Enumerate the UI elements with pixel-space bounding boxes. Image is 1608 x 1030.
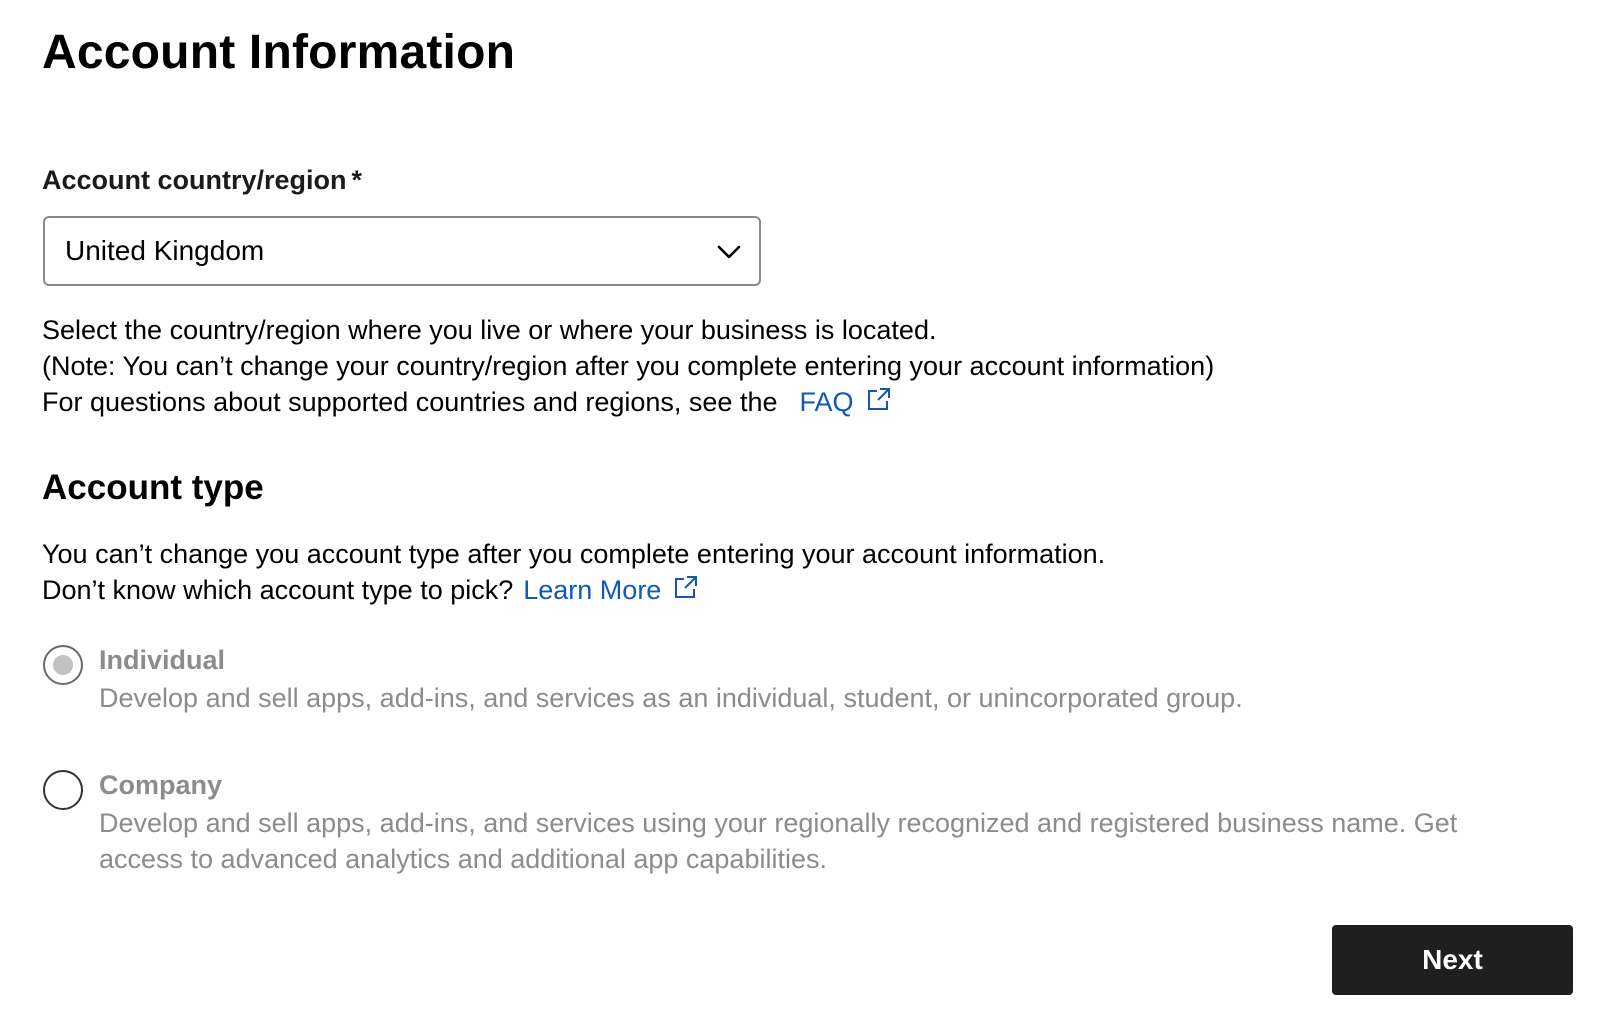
individual-option-title: Individual: [99, 645, 226, 675]
individual-radio[interactable]: [43, 645, 83, 685]
country-label-text: Account country/region: [42, 165, 347, 195]
country-select[interactable]: [43, 216, 761, 286]
faq-link-text: FAQ: [799, 387, 854, 417]
external-link-icon: [866, 386, 892, 412]
required-mark: *: [351, 165, 363, 195]
country-help-line-2: (Note: You can’t change your country/region after you complete entering your account information): [42, 351, 1215, 381]
country-help-line-1: Select the country/region where you live or where your business is located.: [42, 315, 937, 345]
next-button[interactable]: Next: [1332, 925, 1573, 995]
external-link-icon: [673, 574, 699, 600]
country-help-line-3-text: For questions about supported countries and regions, see the: [42, 387, 778, 417]
account-type-help-line-1: You can’t change you account type after you complete entering your account information.: [42, 539, 1106, 569]
country-select-value: United Kingdom: [65, 235, 265, 266]
faq-link[interactable]: [799, 387, 891, 417]
radio-selected-dot: [53, 655, 73, 675]
company-radio[interactable]: [43, 770, 83, 810]
learn-more-link-text: Learn More: [523, 575, 662, 605]
account-type-help-line-2: [42, 572, 1105, 608]
company-option-description: Develop and sell apps, add-ins, and services using your regionally recognized and registered business name. Get access to advanced analytics and additional app capabilities.: [99, 808, 1458, 874]
learn-more-link[interactable]: [523, 575, 699, 605]
page-title: Account Information: [42, 26, 516, 79]
country-help-line-3: [42, 384, 1214, 420]
company-option-title: Company: [99, 770, 223, 800]
account-type-help: [42, 536, 1105, 608]
account-type-help-line-2-text: Don’t know which account type to pick?: [42, 575, 514, 605]
country-help: [42, 312, 1214, 420]
account-type-title: Account type: [42, 468, 264, 507]
individual-option-description: Develop and sell apps, add-ins, and services as an individual, student, or unincorporated group.: [99, 683, 1243, 713]
country-label: [42, 162, 362, 198]
chevron-down-icon: [715, 238, 743, 266]
